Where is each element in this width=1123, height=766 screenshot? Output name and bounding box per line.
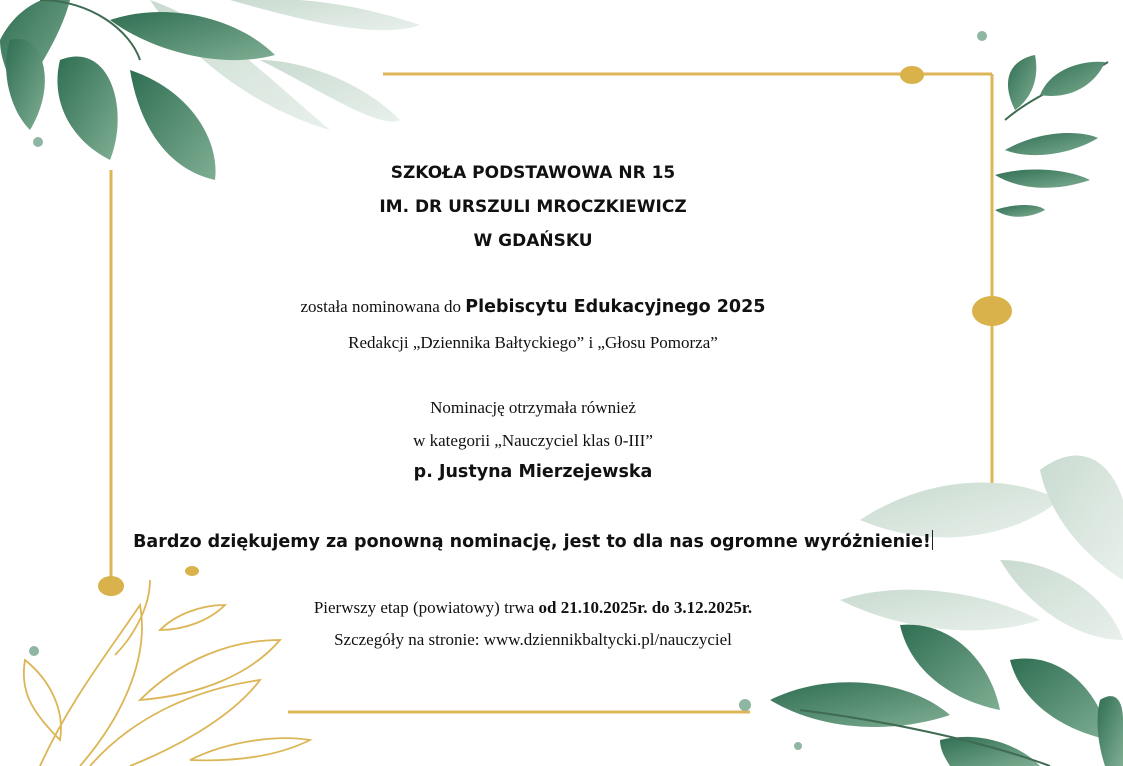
also-nominated-line2: w kategorii „Nauczyciel klas 0-III” [413, 431, 653, 450]
thanks-text: Bardzo dziękujemy za ponowną nominację, jest to dla nas ogromne wyróżnienie! [133, 532, 931, 552]
plebiscite-name: Plebiscytu Edukacyjnego 2025 [465, 297, 766, 317]
details-line: Szczegóły na stronie: www.dziennikbaltycki.pl/nauczyciel [334, 630, 732, 649]
also-nominated-line1: Nominację otrzymała również [430, 398, 636, 417]
thanks-line[interactable] [0, 530, 1066, 552]
stage-prefix: Pierwszy etap (powiatowy) trwa [313, 598, 539, 617]
nomination-line [0, 297, 1066, 317]
stage-dates: od 21.10.2025r. do 3.12.2025r. [538, 598, 753, 617]
text-caret [932, 530, 933, 550]
school-name-line1: SZKOŁA PODSTAWOWA NR 15 [390, 163, 676, 183]
school-name-line2: IM. DR URSZULI MROCZKIEWICZ [379, 197, 687, 217]
stage-line [0, 598, 1066, 618]
school-name-line3: W GDAŃSKU [473, 231, 593, 251]
editors-line: Redakcji „Dziennika Bałtyckiego” i „Głosu Pomorza” [348, 333, 718, 352]
nomination-prefix: została nominowana do [300, 297, 466, 316]
teacher-name: p. Justyna Mierzejewska [413, 462, 653, 482]
